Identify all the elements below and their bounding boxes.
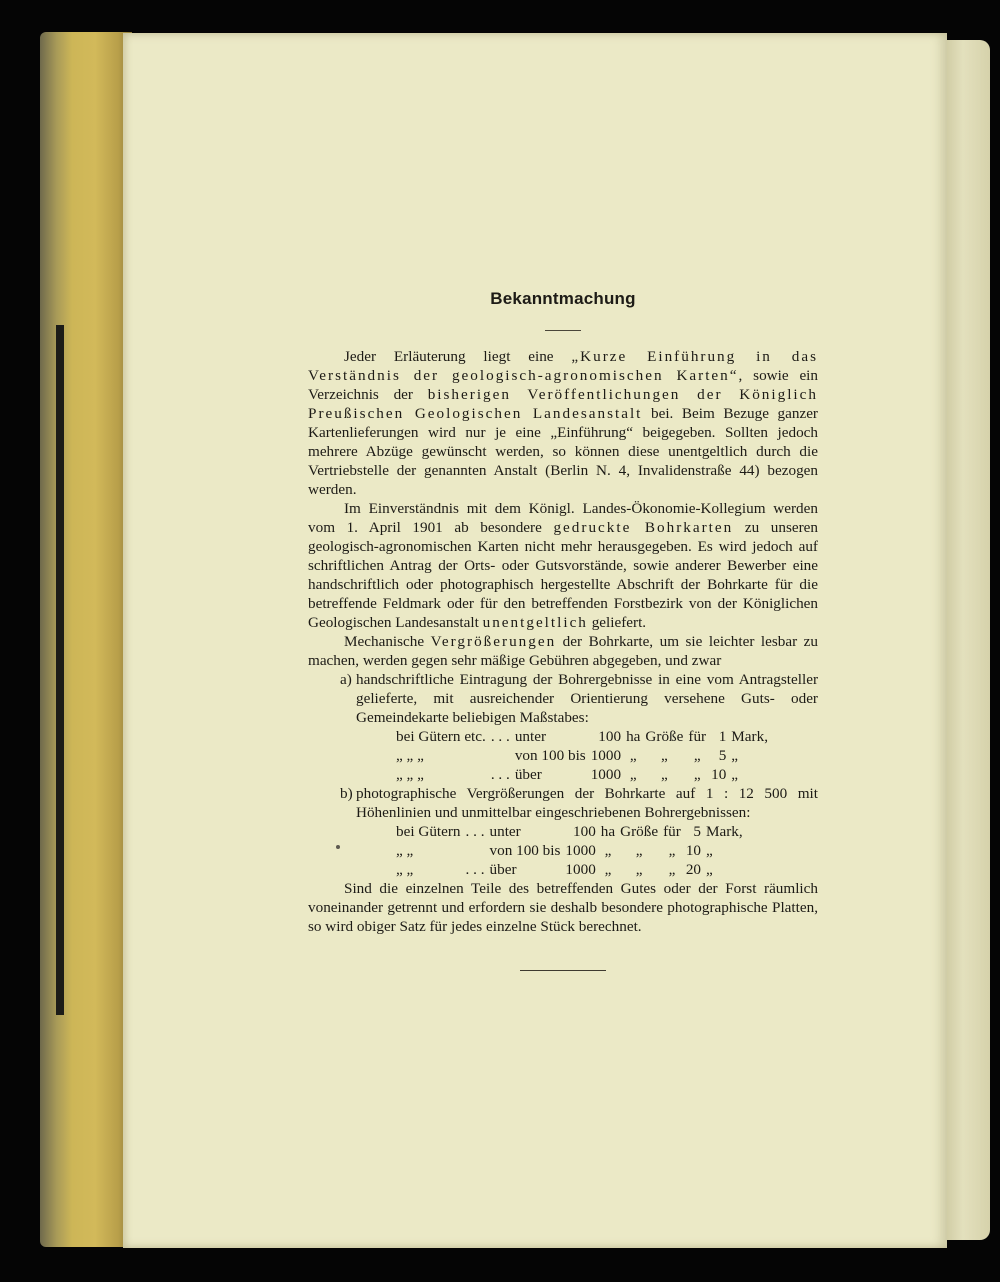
list-item-text: handschriftliche Eintragung der Bohrergebnisse in eine vom Antragsteller gelieferte, mit ausreichender Orientierung versehene Guts- oder Gemeindekarte beliebigen Maßstabes:: [356, 671, 818, 726]
table-row: [396, 727, 773, 746]
table-cell: „: [661, 766, 668, 783]
end-divider: [520, 970, 606, 971]
table-cell: 10: [711, 766, 727, 783]
text-span: Mechanische: [344, 633, 431, 650]
page-content: [308, 288, 818, 936]
table-cell: „: [604, 861, 612, 878]
table-cell: unter: [489, 823, 521, 840]
table-cell: Größe: [645, 728, 684, 745]
text-span: Im Einverständnis mit dem Königl. Landes-Ökonomie-Kollegium werden vom 1. April 1901 ab besondere: [308, 500, 818, 536]
list-marker: b): [340, 785, 353, 802]
table-row: [396, 860, 748, 879]
table-cell: von 100 bis: [514, 747, 586, 764]
table-cell: 1000: [590, 747, 622, 764]
table-cell: „: [706, 861, 713, 878]
table-cell: „ „: [396, 842, 414, 859]
table-cell: 1000: [565, 842, 596, 859]
table-cell: „: [731, 747, 739, 764]
ink-speck: [336, 845, 340, 849]
table-cell: 5: [693, 823, 701, 840]
text-span: zu unseren geologisch-agronomischen Karten nicht mehr herausgegeben. Es wird jedoch auf schriftlichen Antrag der Orts- oder Gutsvorstände, sowie anderer Bewerber eine handschriftlich oder photographisch hergestellte Abschrift der Bohrkarte für die betreffende Feldmark oder für den betreffenden Forstbezirk von der Königlichen Geologischen Landesanstalt: [308, 519, 818, 631]
title-divider: [545, 330, 581, 331]
table-cell: „: [635, 842, 643, 859]
table-cell: Größe: [620, 823, 659, 840]
table-cell: „: [706, 842, 713, 859]
table-row: [396, 841, 748, 860]
table-cell: „: [668, 842, 676, 859]
text-span: geliefert.: [587, 614, 647, 631]
table-cell: „: [693, 747, 701, 764]
page-title: Bekanntmachung: [490, 289, 636, 308]
table-cell: ha: [600, 823, 616, 840]
table-cell: [466, 841, 490, 860]
table-row: [396, 746, 773, 765]
table-cell: . . .: [490, 728, 510, 745]
list-item-text: photographische Vergrößerungen der Bohrkarte auf 1 : 12 500 mit Höhenlinien und unmittelbar eingeschriebenen Bohrergebnissen:: [356, 785, 818, 821]
next-page-edge: [945, 40, 990, 1240]
table-cell: 1000: [565, 861, 596, 878]
paragraph-closing: Sind die einzelnen Teile des betreffenden Gutes oder der Forst räumlich voneinander getrennt und erfordern sie deshalb besondere photographische Platten, so wird obiger Satz für jedes einzelne Stück berechnet.: [308, 880, 818, 935]
table-cell: für: [688, 728, 707, 745]
table-cell: über: [489, 861, 517, 878]
table-cell: Mark,: [731, 728, 768, 745]
table-cell: unter: [514, 728, 547, 745]
table-cell: „ „ „: [396, 747, 424, 764]
table-cell: 100: [598, 728, 622, 745]
table-cell: 20: [685, 861, 701, 878]
table-cell: „: [731, 766, 739, 783]
table-cell: . . .: [490, 766, 510, 783]
table-cell: . . .: [465, 823, 485, 840]
spaced-text: gedruckte Bohrkarten: [553, 519, 734, 536]
table-cell: „: [661, 747, 668, 764]
spaced-text: bisherigen Veröffentlichungen der Königlich Preußischen Geologischen Landesanstalt: [308, 386, 818, 422]
paragraph-bohrkarten: [308, 499, 818, 632]
table-row: [396, 765, 773, 784]
table-cell: „: [604, 842, 612, 859]
table-row: [396, 822, 748, 841]
table-cell: ha: [626, 728, 641, 745]
spaced-text: unentgeltlich: [482, 614, 588, 631]
text-span: Jeder Erläuterung liegt eine: [344, 348, 572, 365]
list-marker: a): [340, 671, 352, 688]
table-cell: „: [629, 747, 637, 764]
book-page-edges: [40, 32, 132, 1247]
table-cell: 1: [718, 728, 727, 745]
table-cell: „ „: [396, 861, 414, 878]
table-cell: 100: [573, 823, 596, 840]
binding-mark: [56, 325, 64, 1015]
list-item-a: [308, 670, 818, 727]
text-span: , sowie ein Verzeichnis der: [308, 367, 818, 403]
table-cell: von 100 bis: [489, 842, 561, 859]
text-span: bei. Beim Bezuge ganzer Kartenlieferungen wird nur je eine „Einführung“ beigegeben. Sollten jedoch mehrere Abzüge gewünscht werden, so können diese unentgeltlich durch die Vertriebstelle der genannten Anstalt (Berlin N. 4, Invalidenstraße 44) bezogen werden.: [308, 405, 818, 498]
table-cell: bei Gütern etc.: [396, 728, 486, 745]
table-cell: 5: [718, 747, 727, 764]
rates-table-b: [396, 822, 748, 879]
table-cell: . . .: [465, 861, 485, 878]
table-cell: „: [629, 766, 637, 783]
table-cell: „ „ „: [396, 766, 424, 783]
paragraph-vergroesserungen: [308, 632, 818, 670]
table-cell: über: [514, 766, 542, 783]
spaced-text: Vergrößerungen: [430, 633, 557, 650]
spaced-text: „Kurze Einführung in das Verständnis der geologisch-agronomischen Karten“: [308, 348, 818, 384]
list-item-b: [308, 784, 818, 822]
text-span: der Bohrkarte, um sie leichter lesbar zu machen, werden gegen sehr mäßige Gebühren abgegeben, und zwar: [308, 633, 818, 669]
table-cell: „: [668, 861, 676, 878]
table-cell: [491, 746, 515, 765]
table-cell: 1000: [590, 766, 622, 783]
paragraph-intro: [308, 347, 818, 499]
table-cell: bei Gütern: [396, 823, 461, 840]
table-cell: „: [693, 766, 701, 783]
table-cell: Mark,: [706, 823, 743, 840]
table-cell: 10: [685, 842, 701, 859]
table-cell: „: [635, 861, 643, 878]
table-cell: für: [663, 823, 681, 840]
rates-table-a: [396, 727, 773, 784]
